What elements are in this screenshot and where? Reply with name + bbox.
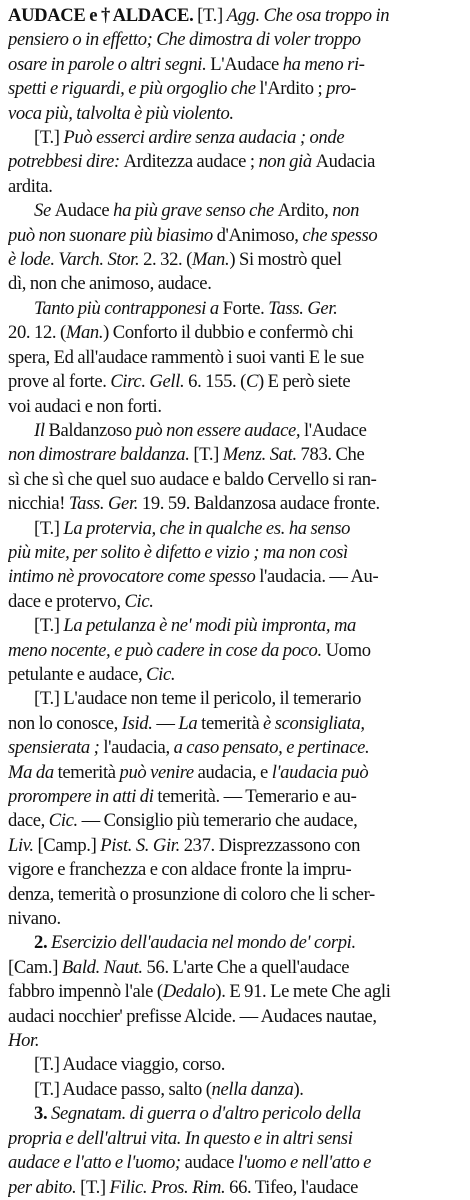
entry-paragraph [8, 517, 462, 615]
italic-text: non già [258, 151, 316, 173]
italic-text: La petulanza è ne' modi più impronta, ma [63, 615, 356, 637]
italic-text: propria e dell'altrui vita. In questo e in altri sensi [8, 1127, 353, 1149]
text-line [8, 761, 462, 785]
text-line [8, 297, 462, 321]
italic-text: è sconsigliata, [263, 712, 365, 734]
text-run: l'Audace [303, 419, 367, 441]
entry-paragraph [8, 199, 462, 297]
section-marker: 3. [34, 1103, 52, 1125]
text-run: [T.] [193, 444, 223, 466]
text-line [8, 809, 462, 833]
text-run: dì, non che animoso, audace. [8, 273, 212, 295]
italic-text: Ma da [8, 761, 58, 783]
italic-text: Filic. Pros. Rim. [109, 1176, 230, 1198]
italic-text: può non essere audace, [135, 419, 304, 441]
text-run: — Consiglio più temerario che audace, [81, 810, 358, 832]
text-run: 2. 32. ( [143, 249, 192, 271]
italic-text: La [178, 712, 202, 734]
italic-text: La protervia, che in qualche es. ha senso [63, 517, 351, 539]
italic-text: nella danza [211, 1078, 294, 1100]
text-line [8, 980, 462, 1004]
text-run: audace [184, 1152, 238, 1174]
text-line [8, 736, 462, 760]
entry-paragraph [8, 297, 462, 419]
italic-text: Menz. Sat. [222, 444, 301, 466]
italic-text: l'uomo e nell'atto e [237, 1152, 372, 1174]
text-line [8, 53, 462, 77]
text-line [8, 785, 462, 809]
text-run: spera, Ed all'audace rammentò i suoi vanti E le sue [8, 346, 364, 368]
text-line [8, 1029, 462, 1053]
italic-text: può venire [119, 761, 198, 783]
text-run: [T.] [34, 615, 64, 637]
entry-paragraph [8, 1078, 462, 1102]
text-line [8, 565, 462, 589]
text-run: ardita. [8, 175, 53, 197]
text-line [8, 28, 462, 52]
text-run: [T.] [80, 1176, 110, 1198]
text-line [8, 395, 462, 419]
text-line [8, 1127, 462, 1151]
text-run: nicchia! [8, 493, 69, 515]
text-run: temerità. — Temerario e au- [157, 786, 357, 807]
italic-text: osare in parole o altri segni. [8, 53, 211, 75]
text-line [8, 150, 462, 174]
text-run: ) E però siete [258, 371, 351, 393]
text-run: [T.] L'audace non teme il pericolo, il temerario [34, 688, 362, 710]
italic-text: Cic. [48, 810, 82, 832]
text-run: l'Ardito ; [259, 78, 327, 100]
italic-text: audace e [8, 1152, 76, 1174]
italic-text: Hor. [8, 1030, 40, 1052]
italic-text: Liv. [8, 834, 38, 856]
entry-paragraph [8, 1102, 462, 1200]
italic-text: Tanto più contrapponesi a [34, 297, 223, 319]
text-run: temerità [57, 761, 120, 783]
italic-text: Bald. Naut. [61, 956, 147, 978]
italic-text: Isid. [121, 712, 157, 734]
italic-text: non dimostrare baldanza. [8, 444, 194, 466]
italic-text: spensierata ; [8, 737, 104, 759]
text-run: 237. Disprezzassono con [183, 834, 361, 856]
text-line [8, 712, 462, 736]
text-run: Forte. [222, 297, 269, 319]
text-run: non lo conosce, [8, 712, 122, 734]
text-line [8, 541, 462, 565]
text-run: fabbro impennò l'ale ( [8, 981, 163, 1003]
entry-paragraph [8, 1053, 462, 1077]
text-run: d'Animoso, [216, 224, 303, 246]
text-line [8, 956, 462, 980]
text-run: 783. Che [300, 444, 365, 466]
text-line [8, 102, 462, 126]
text-run: [T.] [34, 127, 64, 149]
italic-text: Se [34, 200, 55, 222]
text-line [8, 370, 462, 394]
section-marker: 2. [34, 932, 52, 954]
text-run: Baldanzoso [48, 419, 136, 441]
italic-text: Cic. [146, 663, 176, 685]
italic-text: l'audacia può [271, 761, 369, 783]
italic-text: potrebbesi dire: [8, 151, 124, 173]
italic-text: Agg. Che osa troppo in [226, 5, 390, 26]
italic-text: può non suonare più biasimo [8, 224, 217, 246]
text-run: prove al forte. [8, 371, 111, 393]
text-run: nivano. [8, 908, 61, 930]
italic-text: Può esserci ardire senza audacia ; onde [63, 127, 345, 149]
entry-paragraph [8, 419, 462, 517]
text-run: vigore e franchezza e con aldace fronte la impru- [8, 859, 352, 881]
italic-text: Man. [65, 322, 104, 344]
text-line [8, 346, 462, 370]
text-run: Ardito, [277, 200, 333, 222]
section-marker: AUDACE e † ALDACE. [8, 5, 198, 26]
italic-text: Cic. [124, 590, 154, 612]
text-run: [T.] Audace passo, salto ( [34, 1078, 212, 1100]
text-line [8, 77, 462, 101]
italic-text: l'atto e l'uomo; [75, 1152, 185, 1174]
text-run: Audacia [315, 151, 376, 173]
text-line [8, 614, 462, 638]
entry-body [8, 126, 462, 1200]
text-run: Arditezza audace ; [123, 151, 259, 173]
text-run: l'audacia, [103, 737, 174, 759]
italic-text: Circ. Gell. [110, 371, 189, 393]
text-run: [T.] [197, 5, 227, 26]
text-run: [Camp.] [37, 834, 101, 856]
text-line [8, 931, 462, 955]
text-line [8, 663, 462, 687]
text-run: 6. 155. ( [188, 371, 246, 393]
text-line [8, 492, 462, 516]
text-line [8, 883, 462, 907]
italic-text: a caso pensato, e pertinace. [173, 737, 370, 759]
italic-text: è lode. Varch. Stor. [8, 249, 144, 271]
italic-text: che spesso [302, 224, 378, 246]
text-run: petulante e audace, [8, 663, 147, 685]
text-run: 56. L'arte Che a quell'audace [146, 956, 350, 978]
text-line [8, 1078, 462, 1102]
text-run: ) Conforto il dubbio e confermò chi [103, 322, 354, 344]
text-line [8, 321, 462, 345]
italic-text: Segnatam. di guerra o d'altro pericolo della [51, 1103, 361, 1125]
text-run: ) Si mostrò quel [229, 249, 342, 271]
text-line [8, 834, 462, 858]
text-run: l'audacia. — Au- [259, 566, 379, 588]
italic-text: Tass. Ger. [268, 297, 338, 319]
text-line [8, 858, 462, 882]
text-line [8, 224, 462, 248]
entry-paragraph [8, 931, 462, 1053]
text-line [8, 199, 462, 223]
text-line [8, 1176, 462, 1200]
italic-text: Man. [191, 249, 230, 271]
text-run: 20. 12. ( [8, 322, 66, 344]
text-line [8, 419, 462, 443]
text-line [8, 1151, 462, 1175]
text-run: audaci nocchier' prefisse Alcide. — Audaces nautae, [8, 1005, 377, 1027]
text-run: denza, temerità o prosunzione di coloro che li scher- [8, 883, 375, 905]
text-line [8, 468, 462, 492]
text-line [8, 248, 462, 272]
text-line [8, 1005, 462, 1029]
italic-text: voca più, talvolta è più violento. [8, 102, 234, 124]
italic-text: Esercizio dell'audacia nel mondo de' corpi. [51, 932, 356, 954]
text-run: ). [293, 1078, 304, 1100]
text-run: voi audaci e non forti. [8, 395, 162, 417]
italic-text: Il [34, 419, 49, 441]
text-run: L'Audace [210, 53, 283, 75]
text-line [8, 4, 462, 28]
italic-text: ha più grave senso che [113, 200, 278, 222]
italic-text: Dedalo [162, 981, 216, 1003]
italic-text: prorompere in atti di [8, 786, 158, 807]
text-line [8, 272, 462, 296]
italic-text: Tass. Ger. [68, 493, 142, 515]
italic-text: pensiero o in effetto; Che dimostra di voler troppo [8, 29, 361, 51]
text-line [8, 639, 462, 663]
text-run: temerità [201, 712, 264, 734]
italic-text: più mite, per solito è difetto e vizio ; ma non così [8, 541, 348, 563]
text-run: Audace [54, 200, 114, 222]
text-run: Uomo [325, 639, 371, 661]
italic-text: Pist. S. Gir. [100, 834, 184, 856]
italic-text: spetti e riguardi, e più orgoglio che [8, 78, 260, 100]
text-run: 66. Tifeo, l'audace [229, 1176, 359, 1198]
italic-text: meno nocente, e può cadere in cose da poco. [8, 639, 326, 661]
text-line [8, 1102, 462, 1126]
text-line [8, 175, 462, 199]
entry-paragraph [8, 126, 462, 199]
text-run: sì che sì che quel suo audace e baldo Cervello si ran- [8, 468, 377, 490]
text-line [8, 1053, 462, 1077]
text-line [8, 126, 462, 150]
italic-text: non [332, 200, 360, 222]
entry-definition [8, 4, 462, 126]
text-run: [Cam.] [8, 956, 62, 978]
text-line [8, 590, 462, 614]
entry-paragraph [8, 614, 462, 687]
entry-paragraph [8, 687, 462, 931]
text-line [8, 687, 462, 711]
italic-text: intimo nè provocatore come spesso [8, 566, 260, 588]
italic-text: C [245, 371, 259, 393]
text-run: 19. 59. Baldanzosa audace fronte. [141, 493, 380, 515]
text-run: dace e protervo, [8, 590, 125, 612]
text-line [8, 907, 462, 931]
text-line [8, 443, 462, 467]
text-run: ). E 91. Le mete Che agli [215, 981, 391, 1003]
text-run: [T.] Audace viaggio, corso. [34, 1054, 226, 1076]
italic-text: pro- [326, 78, 357, 100]
text-run: dace, [8, 810, 49, 832]
text-run: [T.] [34, 517, 64, 539]
italic-text: ha meno ri- [282, 53, 365, 75]
text-line [8, 517, 462, 541]
italic-text: per abito. [8, 1176, 81, 1198]
text-run: audacia, e [197, 761, 272, 783]
text-run: — [156, 712, 179, 734]
